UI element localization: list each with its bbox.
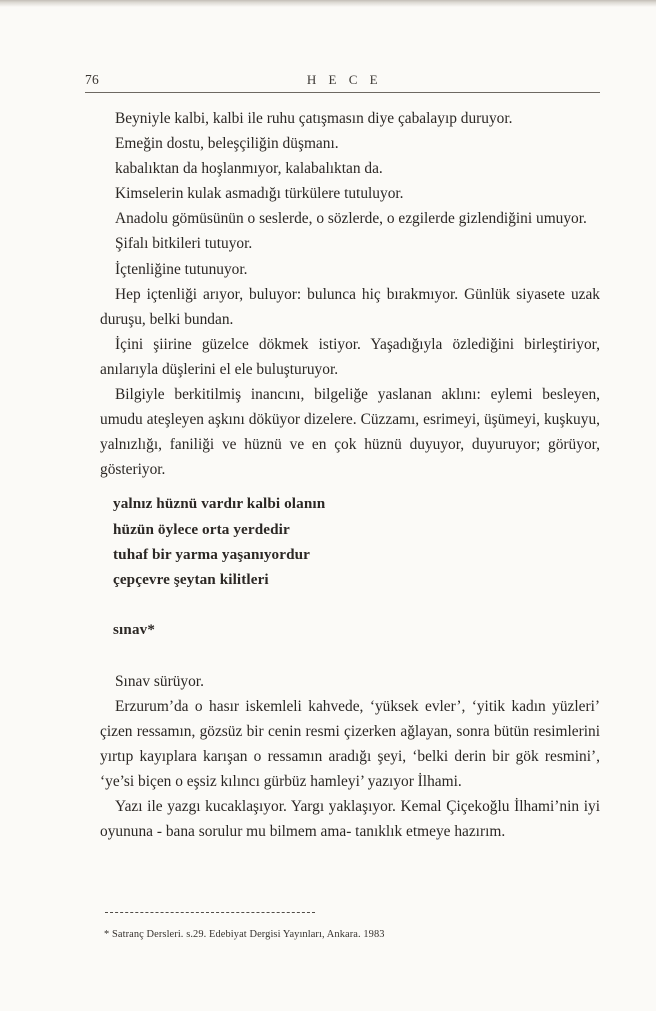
paragraph: Yazı ile yazgı kucaklaşıyor. Yargı yaklaşıyor. Kemal Çiçekoğlu İlhami’nin iyi oyununa - bana sorulur mu bilmem ama- tanıklık etmeye hazırım.	[100, 798, 600, 841]
footnote-text: * Satranç Dersleri. s.29. Edebiyat Dergisi Yayınları, Ankara. 1983	[104, 929, 385, 940]
verse-line: tuhaf bir yarma yaşanıyordur	[113, 545, 311, 563]
paragraph: Hep içtenliği arıyor, buluyor: bulunca hiç bırakmıyor. Günlük siyasete uzak duruşu, belki bundan.	[100, 285, 600, 328]
paragraph: Anadolu gömüsünün o seslerde, o sözlerde, o ezgilerde gizlendiğini umuyor.	[115, 210, 587, 228]
footnote-separator	[105, 912, 315, 914]
spacer	[100, 643, 600, 669]
paragraph: Bilgiyle berkitilmiş inancını, bilgeliğe yaslanan aklını: eylemi besleyen, umudu ateşleyen aşkını döküyor dizelere. Cüzzamı, esrimeyi, üşümeyi, kuşkuyu, yalnızlığı, faniliği ve hüznü ve en çok hüznü duyuyor, duyuruyor; görüyor, gösteriyor.	[100, 386, 600, 479]
paragraph: Kimselerin kulak asmadığı türkülere tutuluyor.	[115, 185, 404, 203]
text-column	[100, 106, 600, 845]
verse-block	[100, 482, 600, 591]
paragraph: Şifalı bitkileri tutuyor.	[115, 235, 253, 253]
paragraph: İçini şiirine güzelce dökmek istiyor. Yaşadığıyla özlediğini birleştiriyor, anılarıyla düşlerini el ele buluşturuyor.	[100, 335, 600, 378]
paragraph: Beyniyle kalbi, kalbi ile ruhu çatışmasın diye çabalayıp duruyor.	[115, 110, 513, 127]
paragraph: kabalıktan da hoşlanmıyor, kalabalıktan da.	[115, 160, 383, 178]
paragraph: Emeğin dostu, beleşçiliğin düşmanı.	[115, 135, 339, 153]
paragraph: Sınav sürüyor.	[115, 672, 204, 690]
paragraph: İçtenliğine tutunuyor.	[115, 260, 248, 278]
running-head	[85, 66, 600, 92]
running-title: H E C E	[306, 72, 383, 87]
page-number: 76	[85, 72, 99, 87]
poem-title: sınav*	[113, 621, 156, 638]
verse-line: hüzün öylece orta yerdedir	[113, 520, 290, 538]
verse-line: yalnız hüznü vardır kalbi olanın	[113, 495, 326, 513]
header-rule	[85, 92, 600, 93]
paragraph: Erzurum’da o hasır iskemleli kahvede, ‘yüksek evler’, ‘yitik kadın yüzleri’ çizen ressamın, gözsüz bir cenin resmi çizerken ağlayan, sonra bütün resimlerini yırtıp kayıplara karışan o ressamın aradığı şeyi, ‘belki derin bir gök resmini’, ‘ye’si biçen o eşsiz kılıncı gürbüz hamleyi’ yazıyor İlhami.	[100, 697, 600, 791]
verse-line: çepçevre şeytan kilitleri	[113, 570, 269, 588]
